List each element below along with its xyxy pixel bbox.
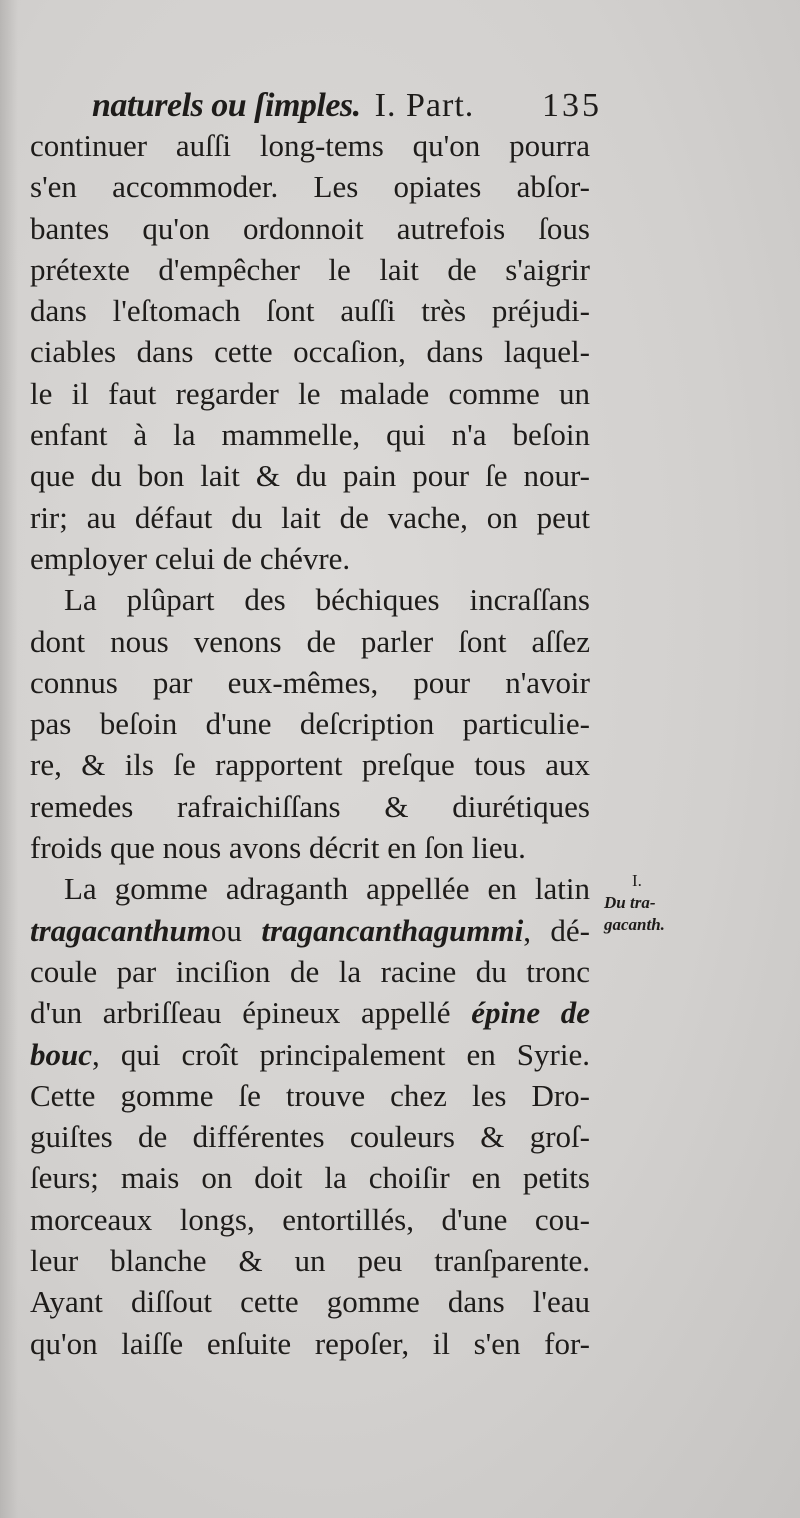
- paragraph-2: [30, 579, 590, 868]
- text-line: le il faut regarder le malade comme un: [30, 375, 590, 411]
- text-fragment: d'un arbriſſeau épineux appellé: [30, 995, 451, 1031]
- text-line-mixed: [30, 1034, 590, 1075]
- body-text: [30, 125, 590, 1364]
- text-line: ſeurs; mais on doit la choiſir en petits: [30, 1160, 590, 1196]
- text-line: enfant à la mammelle, qui n'a beſoin: [30, 417, 590, 453]
- running-head-title: naturels ou ſimples.: [92, 87, 361, 124]
- text-line-mixed: [30, 910, 590, 951]
- text-fragment: ou: [210, 912, 242, 948]
- plant-name: épine de: [471, 995, 591, 1031]
- text-line: qu'on laiſſe enſuite repoſer, il s'en for-: [30, 1325, 590, 1361]
- text-line: coule par inciſion de la racine du tronc: [30, 953, 590, 989]
- running-head: [92, 82, 602, 130]
- text-line: pas beſoin d'une deſcription particulie-: [30, 706, 590, 742]
- text-line: continuer auſſi long-tems qu'on pourra: [30, 128, 590, 163]
- text-line: La gomme adraganth appellée en latin: [64, 871, 590, 907]
- margin-note-number: I.: [632, 871, 642, 890]
- paragraph-3: [30, 868, 590, 1364]
- text-line: dans l'eſtomach ſont auſſi très préjudi-: [30, 293, 590, 329]
- text-line: prétexte d'empêcher le lait de s'aigrir: [30, 251, 590, 287]
- paragraph-1: [30, 125, 590, 579]
- latin-term: tragacanthum: [30, 912, 211, 948]
- text-line: Cette gomme ſe trouve chez les Dro-: [30, 1077, 590, 1113]
- text-line: La plûpart des béchiques incraſſans: [64, 582, 590, 618]
- text-line: re, & ils ſe rapportent preſque tous aux: [30, 747, 590, 783]
- margin-note-line: gacanth.: [604, 915, 665, 934]
- text-line: que du bon lait & du pain pour ſe nour-: [30, 458, 590, 494]
- margin-note: [604, 870, 704, 936]
- text-fragment: , qui croît principalement en Syrie.: [92, 1036, 590, 1072]
- plant-name: bouc: [30, 1036, 92, 1072]
- text-line: Ayant diſſout cette gomme dans l'eau: [30, 1284, 590, 1320]
- text-line: connus par eux-mêmes, pour n'avoir: [30, 664, 590, 700]
- page-number: 135: [542, 87, 602, 124]
- latin-term: tragancanthagummi: [261, 912, 524, 948]
- text-line-mixed: [30, 992, 590, 1033]
- text-line: guiſtes de différentes couleurs & groſ-: [30, 1119, 590, 1155]
- text-line: remedes rafraichiſſans & diurétiques: [30, 788, 590, 824]
- text-fragment: , dé-: [523, 912, 590, 948]
- text-line: s'en accommoder. Les opiates abſor-: [30, 169, 590, 205]
- margin-note-line: Du tra-: [604, 893, 656, 912]
- text-line: morceaux longs, entortillés, d'une cou-: [30, 1201, 590, 1237]
- gutter-shadow: [0, 0, 18, 1518]
- text-line: froids que nous avons décrit en ſon lieu.: [30, 830, 526, 866]
- text-line: employer celui de chévre.: [30, 540, 351, 576]
- text-line: dont nous venons de parler ſont aſſez: [30, 623, 590, 659]
- text-line: bantes qu'on ordonnoit autrefois ſous: [30, 210, 590, 246]
- text-line: leur blanche & un peu tranſparente.: [30, 1243, 590, 1279]
- running-head-part: I. Part.: [374, 87, 475, 124]
- text-line: rir; au défaut du lait de vache, on peut: [30, 499, 590, 535]
- text-line: ciables dans cette occaſion, dans laquel-: [30, 334, 590, 370]
